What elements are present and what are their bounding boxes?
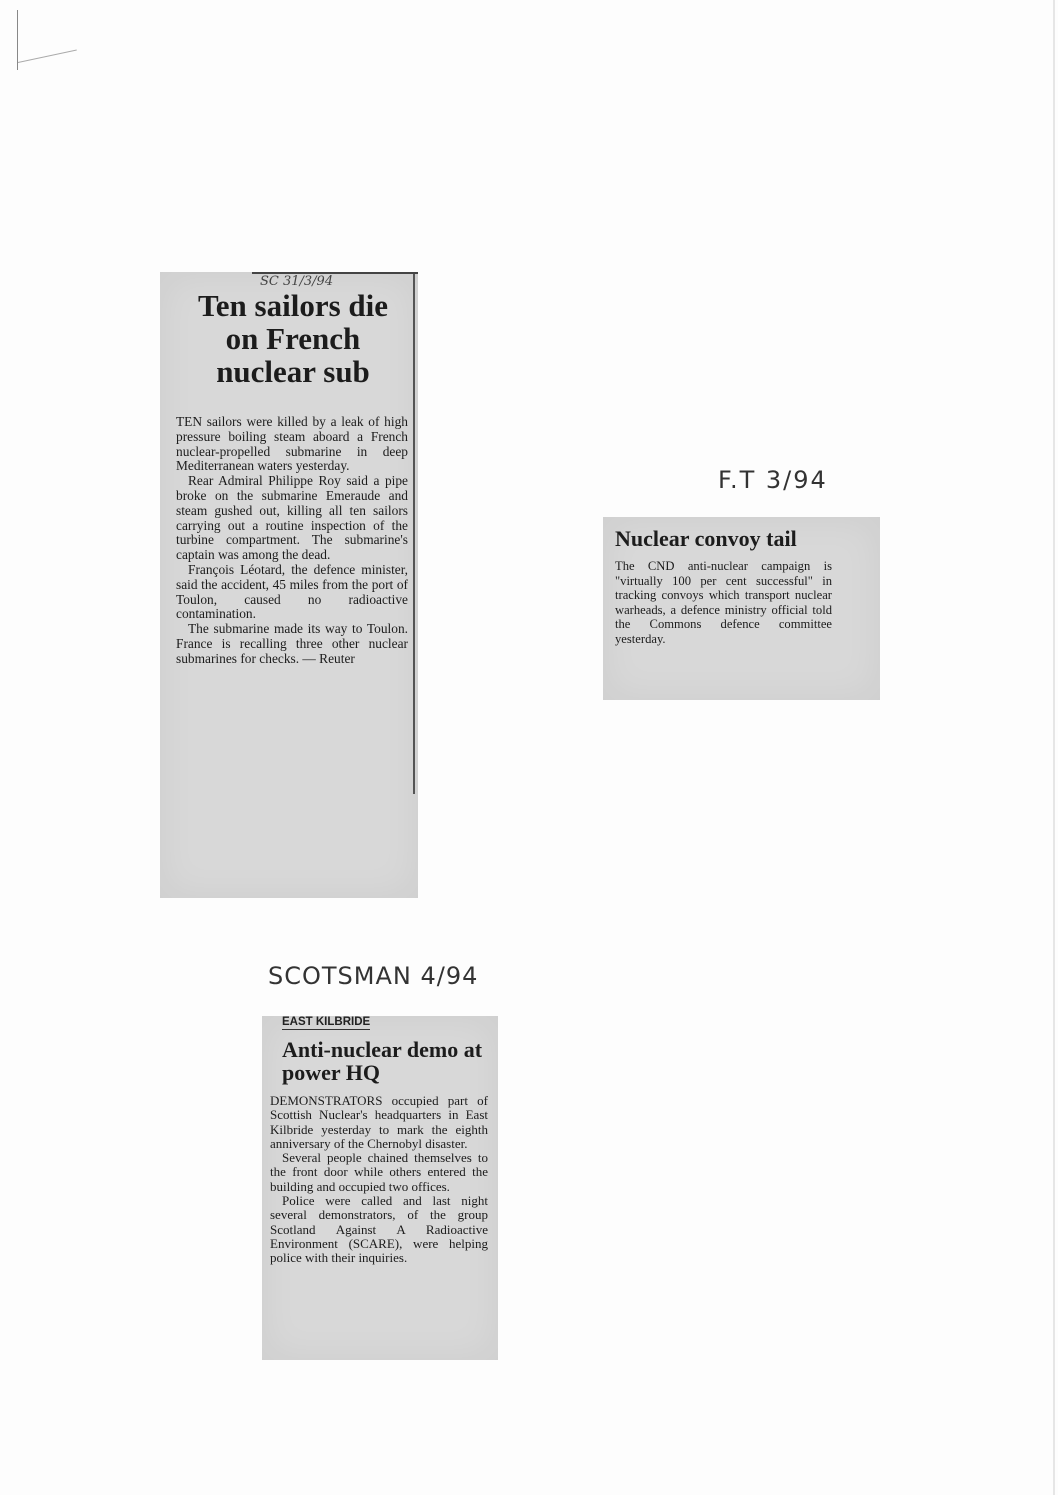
article-paragraph: Several people chained themselves to the front door while others entered the building and occupied two offices. <box>270 1150 488 1194</box>
handwritten-date-sc: SC 31/3/94 <box>260 274 334 289</box>
clipping-column-rule <box>413 274 415 794</box>
page-corner-mark <box>18 50 77 63</box>
article-paragraph: The submarine made its way to Toulon. France is recalling three other nuclear submarines for checks. — Reuter <box>176 621 408 666</box>
handwritten-date-ft: F.T 3/94 <box>718 466 828 494</box>
page-right-edge <box>1053 0 1055 1495</box>
handwritten-date-scotsman: SCOTSMAN 4/94 <box>268 962 479 990</box>
article-body-french-sub <box>176 415 408 667</box>
section-kicker: EAST KILBRIDE <box>282 1016 371 1028</box>
article-body-anti-nuclear-demo <box>270 1094 488 1266</box>
headline-french-sub: Ten sailors die on French nuclear sub <box>197 288 389 389</box>
article-paragraph: DEMONSTRATORS occupied part of Scottish Nuclear's headquarters in East Kilbride yesterday to mark the eighth anniversary of the Chernobyl disaster. <box>270 1093 488 1151</box>
article-paragraph: Rear Admiral Philippe Roy said a pipe broke on the submarine Emeraude and steam gushed out, killing all ten sailors carrying out a routine inspection of the turbine compartment. The submarine's captain was among the dead. <box>176 473 408 563</box>
headline-nuclear-convoy: Nuclear convoy tail <box>615 526 797 551</box>
headline-anti-nuclear-demo: Anti-nuclear demo at power HQ <box>282 1037 483 1086</box>
clipping-nuclear-convoy <box>603 517 880 700</box>
article-body-nuclear-convoy: The CND anti-nuclear campaign is "virtually 100 per cent successful" in tracking convoys which transport nuclear warheads, a defence ministry official told the Commons defence committee yesterday. <box>615 559 832 646</box>
article-paragraph: François Léotard, the defence minister, said the accident, 45 miles from the port of Toulon, caused no radioactive contamination. <box>176 561 408 622</box>
article-paragraph: Police were called and last night several demonstrators, of the group Scotland Against A Radioactive Environment (SCARE), were helping police with their inquiries. <box>270 1193 488 1266</box>
article-paragraph: TEN sailors were killed by a leak of high pressure boiling steam aboard a French nuclear-propelled submarine in deep Mediterranean waters yesterday. <box>176 414 408 474</box>
clipping-french-sub <box>160 272 418 898</box>
clipping-anti-nuclear-demo <box>262 1016 498 1360</box>
